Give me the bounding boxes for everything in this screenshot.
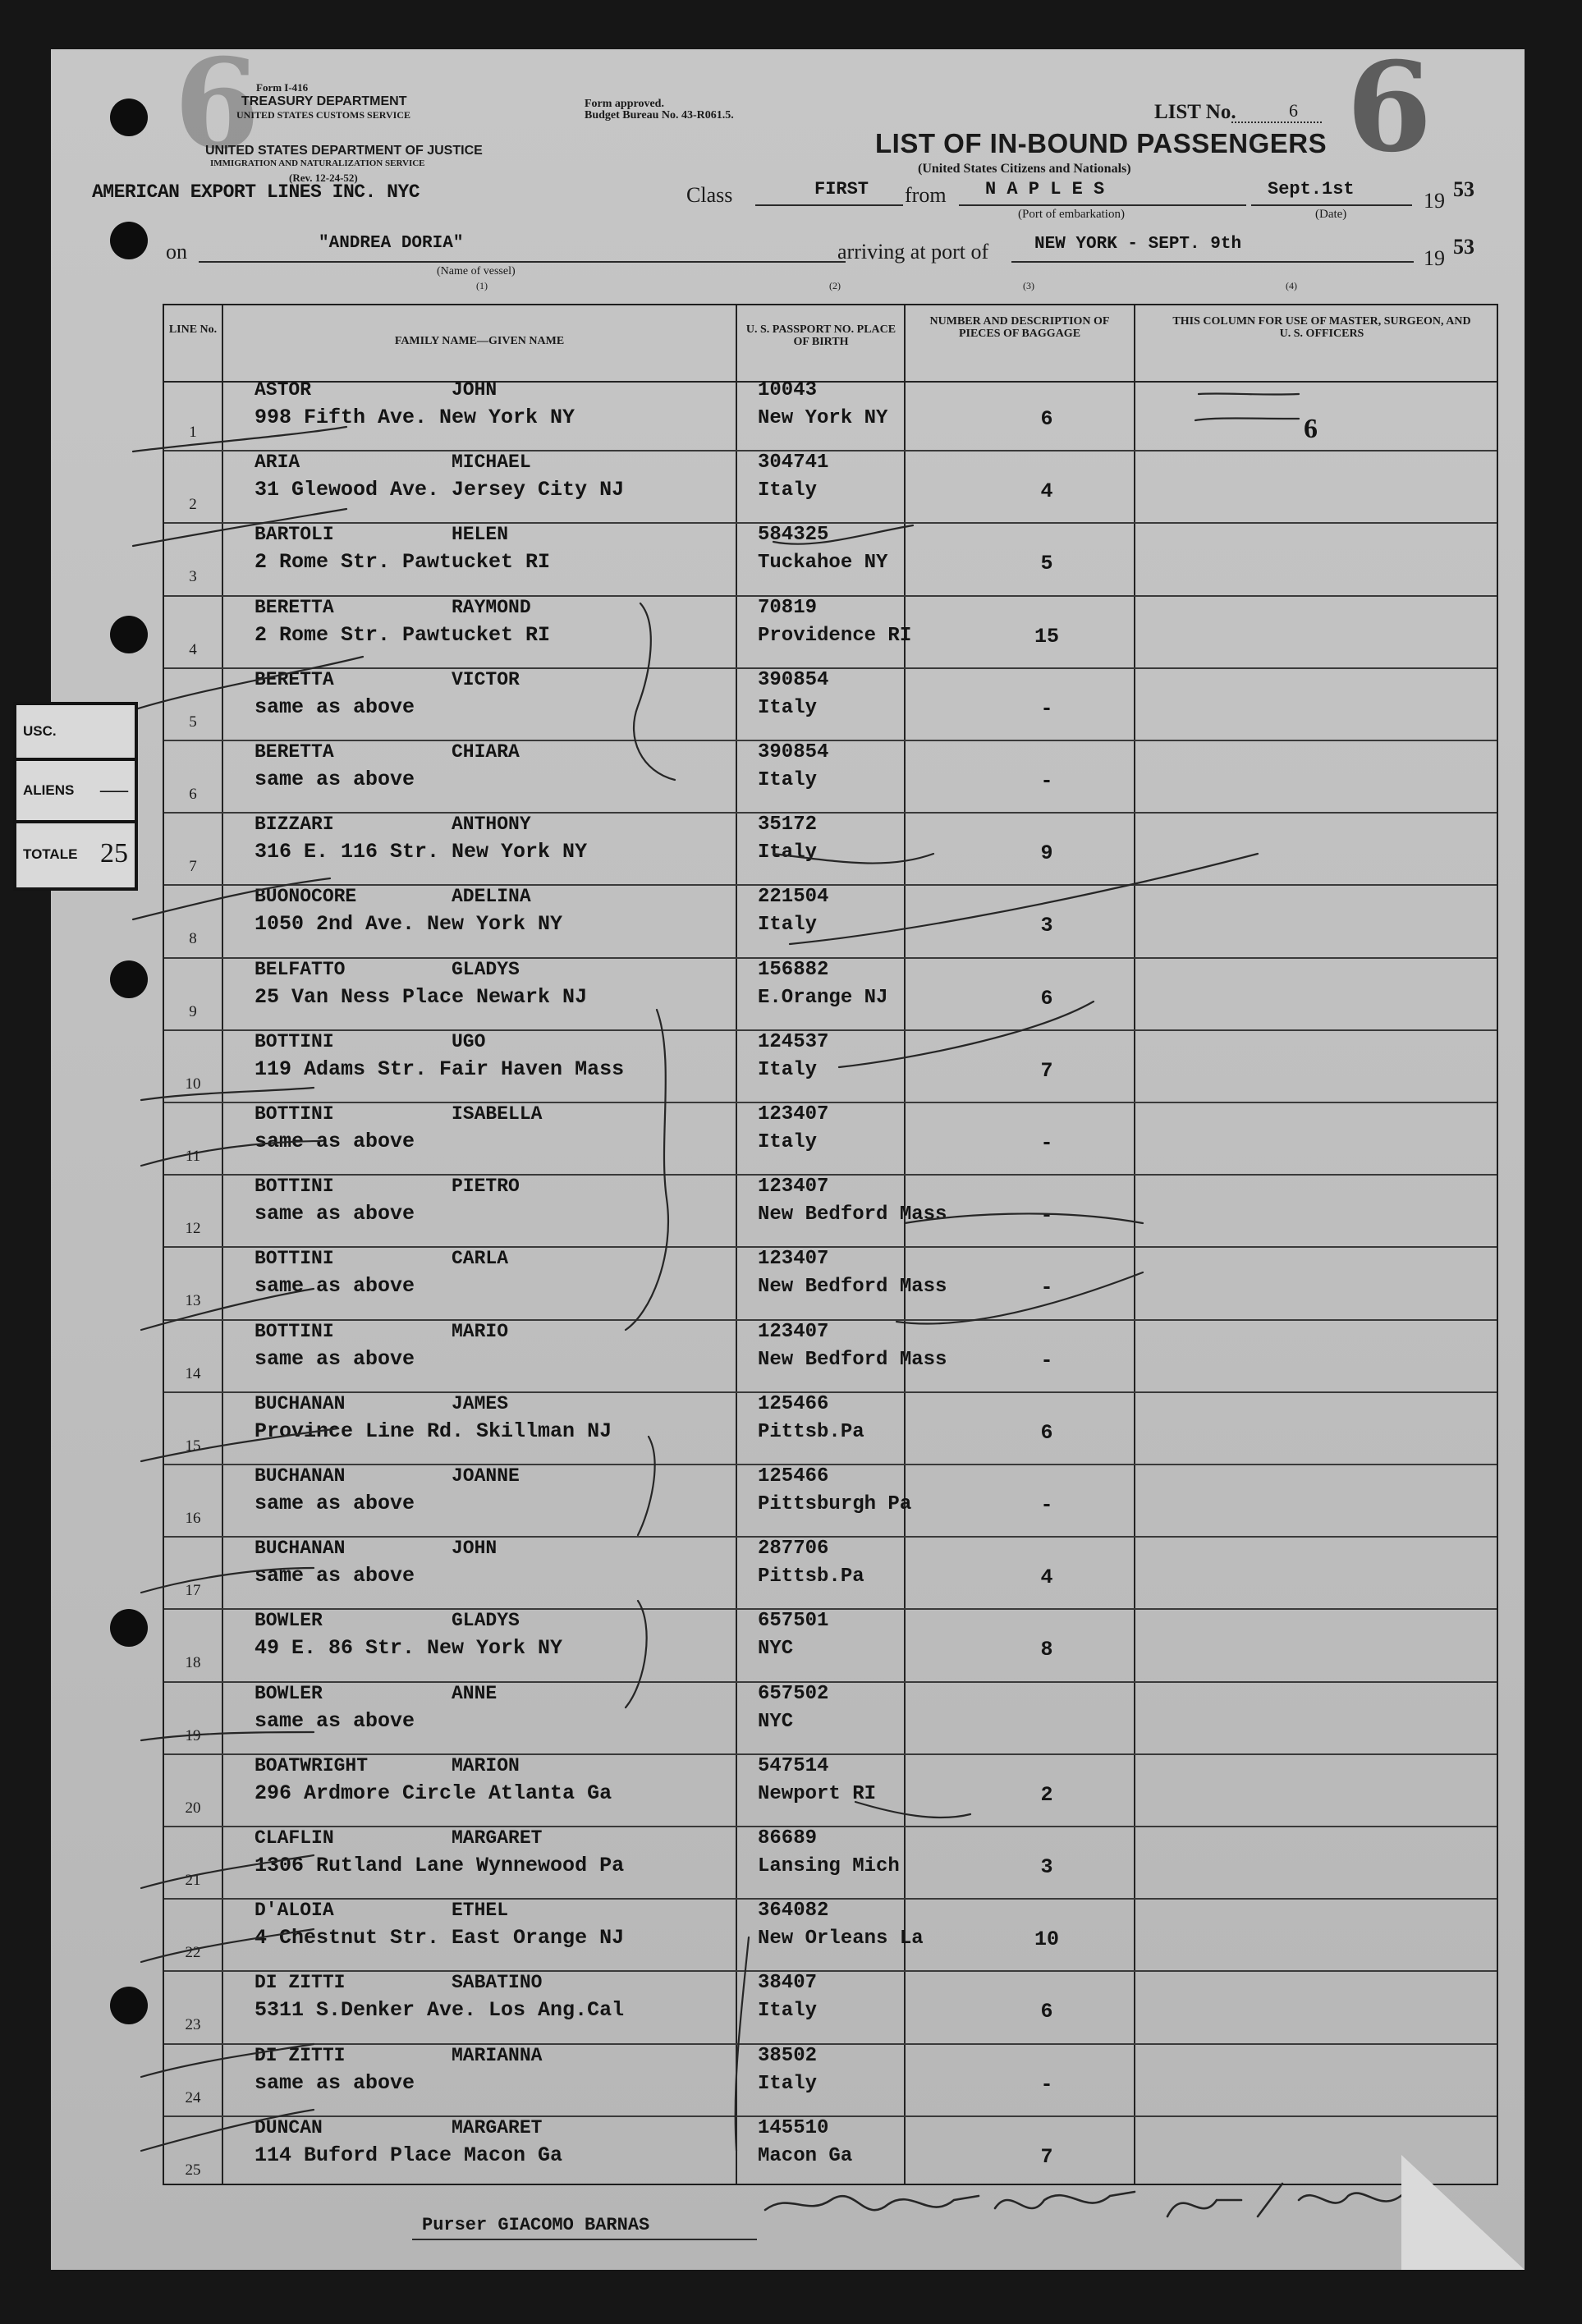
family-name: DI ZITTI [254,2044,346,2066]
given-name: UGO [452,1030,486,1052]
stamp-aliens-label: ALIENS [23,782,75,798]
line-number: 6 [189,786,197,803]
list-no-label: LIST No. [1154,101,1236,123]
given-name: CARLA [452,1248,509,1270]
given-name: ISABELLA [452,1103,543,1125]
place-of-birth: NYC [758,1710,794,1733]
table-row [164,667,1497,736]
customs-service: UNITED STATES CUSTOMS SERVICE [236,109,410,121]
table-row [164,595,1497,664]
date-caption: (Date) [1315,208,1347,221]
given-name: MICHAEL [452,452,531,474]
address: 5311 S.Denker Ave. Los Ang.Cal [254,1998,625,2023]
baggage-count: - [1040,769,1053,793]
baggage-count: - [1040,1493,1053,1517]
passport-number: 125466 [758,1465,829,1487]
address: same as above [254,1274,415,1299]
binder-hole [110,222,148,259]
baggage-count: 6 [1040,986,1053,1011]
baggage-count: 5 [1040,552,1053,576]
line-number: 8 [189,930,197,948]
baggage-count: 10 [1034,1927,1059,1952]
table-row [164,1174,1497,1243]
table-row [164,1536,1497,1605]
line-number: 22 [185,1944,201,1962]
address: same as above [254,1492,415,1515]
place-of-birth: Pittsburgh Pa [758,1493,912,1515]
line-number: 7 [189,858,197,876]
baggage-count: - [1040,1131,1053,1155]
corner-number-left: 6 [174,49,260,176]
place-of-birth: New Orleans La [758,1927,924,1950]
place-of-birth: Pittsb.Pa [758,1420,864,1443]
document-subtitle: (United States Citizens and Nationals) [918,162,1131,176]
given-name: ADELINA [452,886,531,908]
passport-number: 124537 [758,1030,829,1053]
line-number: 10 [185,1075,201,1093]
passport-number: 364082 [758,1900,829,1923]
place-of-birth: Lansing Mich [758,1855,900,1877]
line-number: 18 [185,1654,201,1672]
family-name: BIZZARI [254,814,334,836]
baggage-count: - [1040,1203,1053,1228]
place-of-birth: Italy [758,696,818,719]
budget-bureau: Budget Bureau No. 43-R061.5. [585,109,734,121]
table-row [164,812,1497,881]
address: same as above [254,694,415,719]
place-of-birth: Tuckahoe NY [758,552,888,575]
address: same as above [254,1564,415,1588]
passport-number: 35172 [758,814,818,837]
place-of-birth: Pittsb.Pa [758,1565,864,1588]
class-value: FIRST [814,179,869,199]
family-name: BUCHANAN [254,1392,346,1414]
given-name: VICTOR [452,668,520,690]
family-name: BOWLER [254,1610,323,1632]
revision: (Rev. 12-24-52) [289,172,358,184]
line-number: 12 [185,1220,201,1238]
given-name: GLADYS [452,1610,520,1632]
given-name: RAYMOND [452,596,531,618]
given-name: PIETRO [452,1176,520,1198]
address: 998 Fifth Ave. New York NY [254,406,575,429]
family-name: BELFATTO [254,958,346,980]
given-name: MARION [452,1754,520,1776]
arriving-label: arriving at port of [837,240,989,264]
address: 119 Adams Str. Fair Haven Mass [254,1057,625,1081]
place-of-birth: New Bedford Mass [758,1276,947,1299]
signature-stroke [765,2192,1135,2210]
place-of-birth: Newport RI [758,1782,877,1805]
passport-number: 304741 [758,452,829,474]
family-name: BOWLER [254,1682,323,1704]
line-number: 1 [189,424,197,441]
table-row [164,1753,1497,1822]
address: 25 Van Ness Place Newark NJ [254,984,588,1009]
line-number: 14 [185,1364,201,1382]
place-of-birth: Italy [758,769,818,791]
header-officers: THIS COLUMN FOR USE OF MASTER, SURGEON, AND U. S. OFFICERS [1172,315,1471,341]
vessel-caption: (Name of vessel) [437,265,516,277]
line-number: 25 [185,2161,201,2179]
given-name: HELEN [452,524,509,546]
col-ref-3: (3) [1023,280,1034,291]
family-name: BARTOLI [254,524,334,546]
table-row [164,957,1497,1026]
binder-hole [110,99,148,136]
line-number: 17 [185,1582,201,1600]
passport-number: 123407 [758,1176,829,1199]
table-row [164,1608,1497,1677]
address: 316 E. 116 Str. New York NY [254,840,588,864]
line-number: 3 [189,568,197,586]
baggage-count: - [1040,1348,1053,1373]
place-of-birth: Italy [758,2072,818,2095]
line-number: 21 [185,1872,201,1889]
table-row [164,1464,1497,1533]
baggage-count: 7 [1040,2144,1053,2169]
place-of-birth: Italy [758,841,818,864]
line-number: 15 [185,1437,201,1455]
treasury-department: TREASURY DEPARTMENT [241,94,407,108]
passport-number: 657501 [758,1610,829,1633]
year-value: 53 [1453,177,1474,201]
table-row [164,1029,1497,1098]
address: 296 Ardmore Circle Atlanta Ga [254,1781,612,1805]
table-row [164,1102,1497,1171]
table-row [164,1826,1497,1895]
port-caption: (Port of embarkation) [1018,208,1125,221]
table-row [164,1681,1497,1750]
form-approved: Form approved. [585,98,664,110]
passport-number: 38407 [758,1972,818,1995]
stamp-aliens-value: — [100,774,128,804]
family-name: BOTTINI [254,1320,334,1342]
table-row [164,378,1497,447]
baggage-count: 3 [1040,1855,1053,1879]
address: 2 Rome Str. Pawtucket RI [254,550,551,575]
given-name: JOHN [452,379,498,401]
passport-number: 221504 [758,886,829,909]
family-name: ASTOR [254,379,312,401]
col-ref-2: (2) [829,280,841,291]
table-row [164,1970,1497,2039]
place-of-birth: Italy [758,1058,818,1081]
baggage-count: 4 [1040,479,1053,504]
binder-hole [110,616,148,653]
header-passport: U. S. PASSPORT NO. PLACE OF BIRTH [745,323,896,349]
given-name: MARIANNA [452,2044,543,2066]
address: same as above [254,1130,415,1153]
passport-number: 390854 [758,741,829,763]
stamp-total-label: TOTALE [23,846,78,862]
line-number: 23 [185,2016,201,2034]
year-prefix: 19 [1424,189,1445,213]
arrival-port-date: NEW YORK - SEPT. 9th [1034,235,1242,254]
manifest-page [51,49,1525,2270]
address: 4 Chestnut Str. East Orange NJ [254,1926,625,1950]
baggage-count: - [1040,1276,1053,1300]
col-ref-1: (1) [476,280,488,291]
line-number: 24 [185,2088,201,2106]
vessel-name: "ANDREA DORIA" [319,234,464,253]
arrival-year-prefix: 19 [1424,246,1445,270]
list-no-value: 6 [1289,100,1298,121]
header-name: FAMILY NAME—GIVEN NAME [394,335,565,347]
passport-number: 145510 [758,2116,829,2139]
passport-number: 123407 [758,1248,829,1271]
family-name: DUNCAN [254,2116,323,2138]
passport-number: 123407 [758,1103,829,1125]
from-label: from [905,183,947,207]
given-name: CHIARA [452,741,520,763]
on-label: on [166,240,187,264]
given-name: JOANNE [452,1465,520,1487]
family-name: ARIA [254,452,300,474]
family-name: BERETTA [254,741,334,763]
departure-date: Sept.1st [1268,179,1355,199]
passenger-table [163,304,1498,2185]
ins-caption: IMMIGRATION AND NATURALIZATION SERVICE [210,158,425,168]
table-row [164,1246,1497,1315]
given-name: MARGARET [452,1827,543,1849]
family-name: BOTTINI [254,1176,334,1198]
line-number: 20 [185,1799,201,1817]
line-number: 16 [185,1510,201,1527]
header-baggage: NUMBER AND DESCRIPTION OF PIECES OF BAGGAGE [929,315,1110,341]
given-name: JAMES [452,1392,509,1414]
address: 114 Buford Place Macon Ga [254,2143,563,2167]
baggage-count: 6 [1040,407,1053,431]
place-of-birth: Macon Ga [758,2144,853,2167]
place-of-birth: NYC [758,1638,794,1661]
line-number: 9 [189,1002,197,1020]
family-name: BOTTINI [254,1248,334,1270]
table-row [164,522,1497,591]
family-name: D'ALOIA [254,1900,334,1922]
count-stamp [13,702,138,891]
port-of-embarkation: N A P L E S [985,179,1105,199]
passport-number: 657502 [758,1682,829,1705]
place-of-birth: New Bedford Mass [758,1203,947,1226]
given-name: GLADYS [452,958,520,980]
header-line-no: LINE No. [168,323,218,336]
department-of-justice: UNITED STATES DEPARTMENT OF JUSTICE [205,144,483,158]
place-of-birth: Providence RI [758,624,912,647]
table-row [164,740,1497,809]
col-ref-4: (4) [1286,280,1297,291]
family-name: BOTTINI [254,1103,334,1125]
table-row [164,1319,1497,1388]
given-name: SABATINO [452,1972,543,1994]
family-name: CLAFLIN [254,1827,334,1849]
address: same as above [254,1346,415,1371]
line-number: 5 [189,713,197,731]
table-row [164,884,1497,953]
family-name: BUONOCORE [254,886,357,908]
address: 2 Rome Str. Pawtucket RI [254,622,551,647]
baggage-count: 6 [1040,1420,1053,1445]
address: same as above [254,1202,415,1226]
table-row [164,2115,1497,2184]
address: same as above [254,2070,415,2095]
family-name: DI ZITTI [254,1972,346,1994]
baggage-count: - [1040,2072,1053,2097]
passport-number: 125466 [758,1392,829,1415]
address: 49 E. 86 Str. New York NY [254,1636,563,1661]
passport-number: 547514 [758,1754,829,1777]
place-of-birth: New Bedford Mass [758,1348,947,1371]
given-name: MARIO [452,1320,509,1342]
passport-number: 156882 [758,958,829,981]
place-of-birth: Italy [758,479,818,502]
binder-hole [110,1609,148,1647]
family-name: BERETTA [254,596,334,618]
passport-number: 70819 [758,596,818,619]
address: 1306 Rutland Lane Wynnewood Pa [254,1854,625,1877]
line-number: 19 [185,1726,201,1744]
passport-number: 390854 [758,668,829,691]
arrival-year: 53 [1453,235,1474,259]
stamp-usc-label: USC. [23,723,57,739]
passport-number: 123407 [758,1320,829,1343]
page-curl [1401,2155,1525,2270]
table-row [164,2043,1497,2112]
table-row [164,1898,1497,1967]
address: same as above [254,768,415,791]
passport-number: 287706 [758,1538,829,1561]
baggage-count: 4 [1040,1565,1053,1590]
baggage-count: 3 [1040,914,1053,938]
baggage-count: 2 [1040,1782,1053,1807]
given-name: JOHN [452,1538,498,1560]
address: same as above [254,1708,415,1733]
passport-number: 10043 [758,379,818,401]
passport-number: 86689 [758,1827,818,1850]
signature-stroke [1167,2184,1405,2216]
corner-number-right: 6 [1346,49,1433,180]
family-name: BERETTA [254,668,334,690]
address: 1050 2nd Ave. New York NY [254,912,563,937]
passport-number: 584325 [758,524,829,547]
baggage-count: 9 [1040,841,1053,866]
place-of-birth: E.Orange NJ [758,986,888,1009]
family-name: BOTTINI [254,1030,334,1052]
officer-note: 6 [1304,414,1318,444]
address: 31 Glewood Ave. Jersey City NJ [254,478,625,502]
line-number: 11 [185,1148,201,1165]
given-name: ANTHONY [452,814,531,836]
place-of-birth: New York NY [758,407,888,429]
baggage-count: 15 [1034,624,1059,649]
baggage-count: - [1040,696,1053,721]
place-of-birth: Italy [758,2000,818,2023]
passport-number: 38502 [758,2044,818,2067]
binder-hole [110,1987,148,2024]
binder-hole [110,960,148,998]
address: Province Line Rd. Skillman NJ [254,1419,612,1443]
document-title: LIST OF IN-BOUND PASSENGERS [875,128,1328,158]
family-name: BOATWRIGHT [254,1754,369,1776]
baggage-count: 6 [1040,2000,1053,2024]
baggage-count: 7 [1040,1058,1053,1083]
line-number: 13 [185,1292,201,1310]
purser-name: Purser GIACOMO BARNAS [422,2215,650,2235]
given-name: MARGARET [452,2116,543,2138]
family-name: BUCHANAN [254,1465,346,1487]
given-name: ETHEL [452,1900,509,1922]
place-of-birth: Italy [758,914,818,937]
shipping-line: AMERICAN EXPORT LINES INC. NYC [92,181,420,203]
stamp-total-value: 25 [100,838,128,869]
place-of-birth: Italy [758,1131,818,1153]
table-row [164,1391,1497,1460]
line-number: 4 [189,640,197,658]
class-label: Class [686,183,733,207]
baggage-count: 8 [1040,1638,1053,1662]
form-number: Form I-416 [256,81,309,94]
family-name: BUCHANAN [254,1538,346,1560]
line-number: 2 [189,496,197,514]
table-row [164,450,1497,519]
given-name: ANNE [452,1682,498,1704]
